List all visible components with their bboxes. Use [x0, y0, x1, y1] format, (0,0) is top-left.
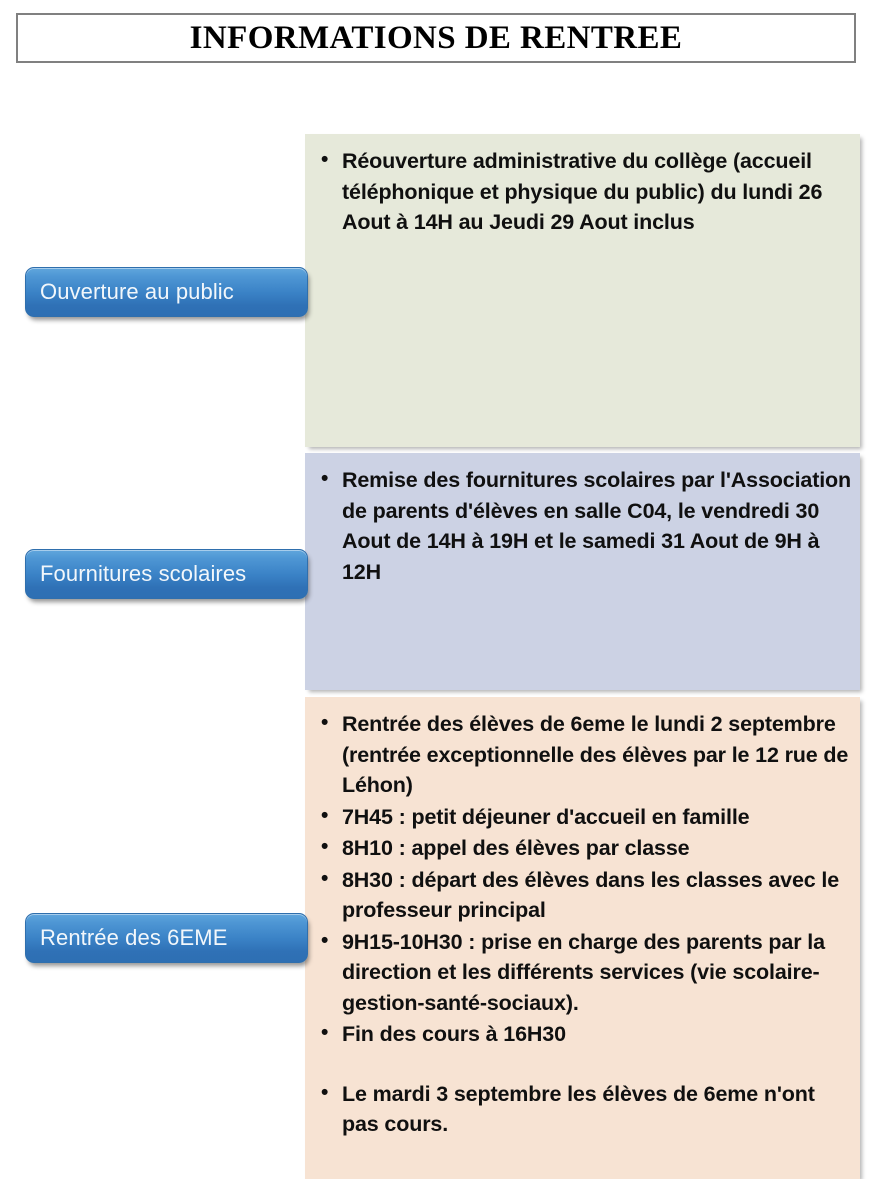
list-item: • 9H15-10H30 : prise en charge des parents par la direction et les différents services (vie scolaire-gestion-santé-sociaux).	[313, 927, 854, 1019]
section-label-rentree-des-6eme[interactable]	[25, 913, 308, 963]
list-item: • Fin des cours à 16H30	[313, 1019, 854, 1050]
section-label-ouverture-au-public[interactable]	[25, 267, 308, 317]
content-panel-rentree-des-6eme	[305, 697, 860, 1179]
section-label-text: Fournitures scolaires	[40, 561, 247, 586]
list-item: • 7H45 : petit déjeuner d'accueil en famille	[313, 802, 854, 833]
section-label-text: Rentrée des 6EME	[40, 925, 228, 950]
page-title: INFORMATIONS DE RENTREE	[189, 19, 683, 56]
list-item: • Réouverture administrative du collège (accueil téléphonique et physique du public) du lundi 26 Aout à 14H au Jeudi 29 Aout inclus	[313, 146, 854, 238]
section-label-fournitures-scolaires[interactable]	[25, 549, 308, 599]
list-item: • 8H10 : appel des élèves par classe	[313, 833, 854, 864]
page-title-box	[16, 13, 856, 63]
list-item: • 8H30 : départ des élèves dans les classes avec le professeur principal	[313, 865, 854, 926]
list-item: • Remise des fournitures scolaires par l'Association de parents d'élèves en salle C04, le vendredi 30 Aout de 14H à 19H et le samedi 31 Aout de 9H à 12H	[313, 465, 854, 587]
bullet-list-rentree-des-6eme	[313, 709, 854, 1140]
list-item: • Rentrée des élèves de 6eme le lundi 2 septembre (rentrée exceptionnelle des élèves par le 12 rue de Léhon)	[313, 709, 854, 801]
section-label-text: Ouverture au public	[40, 279, 234, 304]
list-item: • Le mardi 3 septembre les élèves de 6eme n'ont pas cours.	[313, 1079, 854, 1140]
content-panel-ouverture-au-public	[305, 134, 860, 447]
bullet-list-ouverture-au-public	[313, 146, 854, 238]
bullet-list-fournitures-scolaires	[313, 465, 854, 587]
content-panel-fournitures-scolaires	[305, 453, 860, 690]
